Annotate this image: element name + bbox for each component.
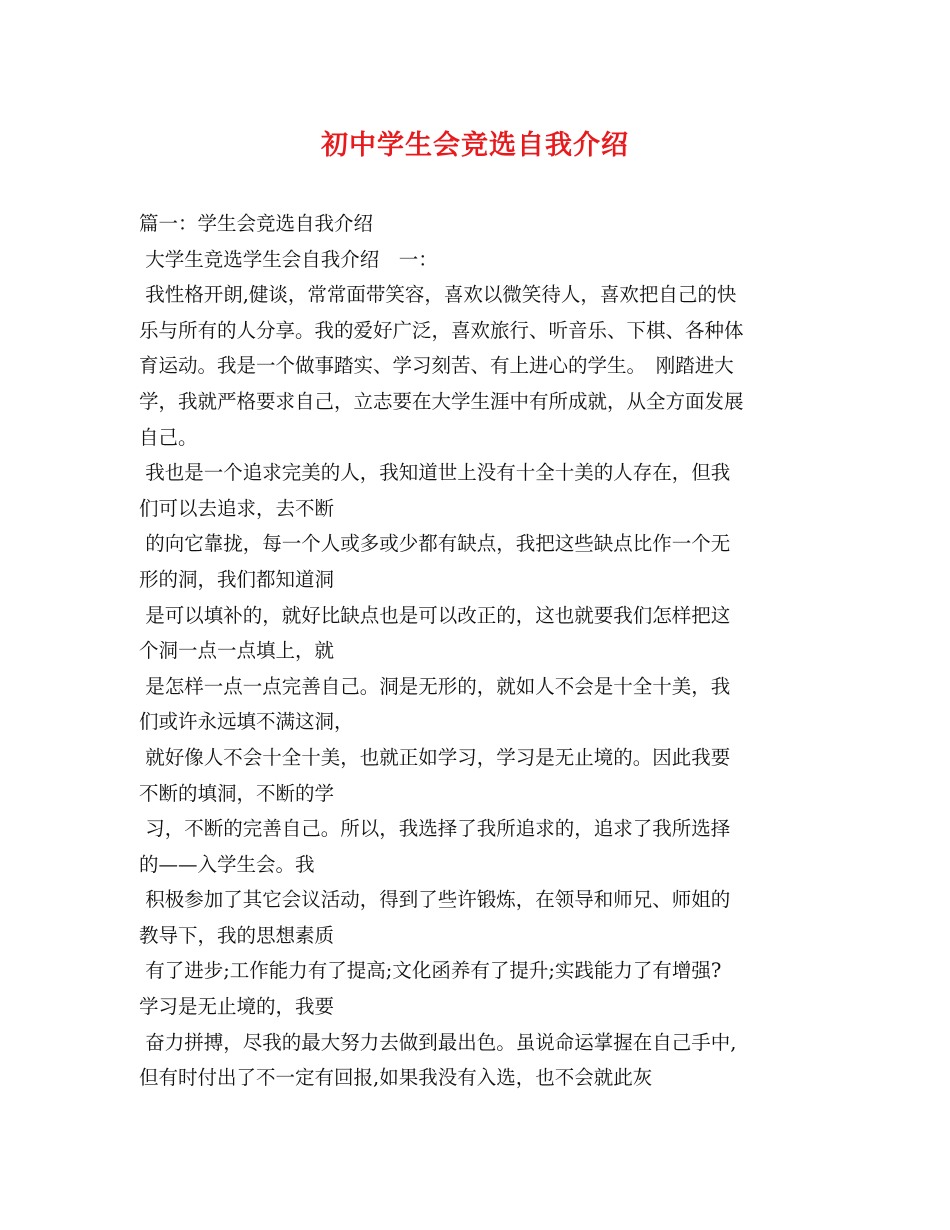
- body-line: 奋力拼搏，尽我的最大努力去做到最出色。虽说命运掌握在自己手中,: [139, 1030, 737, 1054]
- body-line: 们可以去追求，去不断: [139, 496, 335, 520]
- body-line: 个洞一点一点填上，就: [139, 639, 335, 663]
- body-line: 篇一：学生会竞选自我介绍: [139, 212, 374, 235]
- body-line: 育运动。我是一个做事踏实、学习刻苦、有上进心的学生。 刚踏进大: [139, 354, 734, 378]
- body-line: 我性格开朗,健谈，常常面带笑容，喜欢以微笑待人，喜欢把自己的快: [139, 283, 737, 307]
- body-line: 的——入学生会。我: [139, 852, 315, 876]
- body-line: 积极参加了其它会议活动，得到了些许锻炼，在领导和师兄、师姐的: [139, 888, 731, 912]
- body-line: 教导下，我的思想素质: [139, 923, 335, 947]
- body-line: 有了进步;工作能力有了提高;文化函养有了提升;实践能力了有增强?: [139, 959, 722, 983]
- body-line: 自己。: [139, 425, 198, 449]
- body-line: 形的洞，我们都知道洞: [139, 567, 335, 591]
- page-title: 初中学生会竞选自我介绍: [321, 130, 629, 161]
- body-line: 学习是无止境的，我要: [139, 995, 335, 1019]
- body-line: 的向它靠拢，每一个人或多或少都有缺点，我把这些缺点比作一个无: [139, 532, 731, 556]
- body-line: 习，不断的完善自己。所以，我选择了我所追求的，追求了我所选择: [139, 817, 731, 841]
- body-line: 学，我就严格要求自己，立志要在大学生涯中有所成就，从全方面发展: [139, 389, 744, 413]
- document-body: [139, 206, 815, 1096]
- body-line: 是怎样一点一点完善自己。洞是无形的，就如人不会是十全十美，我: [139, 674, 731, 698]
- body-line: 但有时付出了不一定有回报,如果我没有入选，也不会就此灰: [139, 1066, 653, 1090]
- body-line: 乐与所有的人分享。我的爱好广泛，喜欢旅行、听音乐、下棋、各种体: [139, 318, 744, 342]
- body-line: 我也是一个追求完美的人，我知道世上没有十全十美的人存在，但我: [139, 461, 731, 485]
- body-line: 们或许永远填不满这洞，: [139, 710, 354, 734]
- body-line: 大学生竞选学生会自我介绍 一：: [139, 247, 438, 271]
- body-line: 就好像人不会十全十美，也就正如学习，学习是无止境的。因此我要: [139, 745, 731, 769]
- body-line: 是可以填补的，就好比缺点也是可以改正的，这也就要我们怎样把这: [139, 603, 731, 627]
- body-line: 不断的填洞，不断的学: [139, 781, 335, 805]
